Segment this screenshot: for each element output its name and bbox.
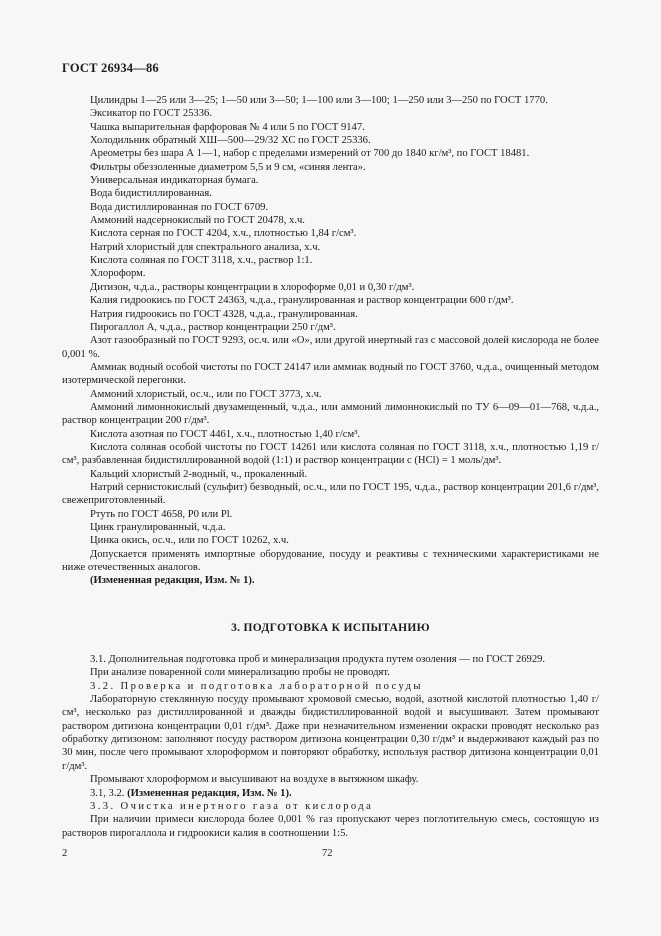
- paragraph-3-1-note: При анализе поваренной соли минерализацию пробы не проводят.: [90, 667, 390, 679]
- list-item: Аммиак водный особой чистоты по ГОСТ 24147 или аммиак водный по ГОСТ 3760, ч.д.а., очищенный методом изотермической перегонки.: [62, 361, 599, 387]
- list-item: Вода дистиллированная по ГОСТ 6709.: [90, 201, 269, 213]
- reagent-list: [62, 334, 599, 588]
- subsection-title-3-2: 3.2. Проверка и подготовка лабораторной посуды: [90, 680, 423, 692]
- list-item: Дитизон, ч.д.а., растворы концентрации в хлороформе 0,01 и 0,30 г/дм³.: [90, 281, 415, 293]
- list-item: Допускается применять импортные оборудование, посуду и реактивы с техническими характеристиками не ниже отечественных аналогов.: [62, 548, 599, 574]
- list-item: Азот газообразный по ГОСТ 9293, ос.ч. или «О», или другой инертный газ с массовой долей кислорода не более 0,001 %.: [62, 335, 599, 360]
- amendment-note: (Измененная редакция, Изм. № 1).: [90, 575, 255, 587]
- list-item: Натрия гидроокись по ГОСТ 4328, ч.д.а., гранулированная.: [90, 308, 358, 320]
- list-item: Чашка выпарительная фарфоровая № 4 или 5 по ГОСТ 9147.: [90, 121, 365, 133]
- list-item: Вода бидистиллированная.: [90, 188, 212, 200]
- paragraph-3-2: Лабораторную стеклянную посуду промывают хромовой смесью, водой, азотной кислотой плотностью 1,40 г/см³, несколько раз дистиллированной и дважды бидистиллированной водой и высушивают. Затем промывают раствором дитизона концентрации 0,01 г/дм³. Даже при незначительном изменении окраски проводят несколько раз обработку дитизоном: заполняют посуду раствором дитизона концентрации 0,30 г/дм³ и выдерживают каждый раз по 30 мин, после чего промывают хлороформом и повторяют обработку, используя раствор дитизона концентрации 0,01 г/дм³.: [62, 694, 599, 772]
- list-item: Цилиндры 1—25 или 3—25; 1—50 или 3—50; 1—100 или 3—100; 1—250 или 3—250 по ГОСТ 1770.: [90, 95, 548, 106]
- list-item: Кислота азотная по ГОСТ 4461, х.ч., плотностью 1,40 г/см³.: [90, 428, 361, 440]
- amendment-note-prefix: 3.1, 3.2.: [90, 787, 128, 799]
- page-number: 72: [322, 848, 333, 859]
- list-item: Натрий сернистокислый (сульфит) безводный, ос.ч., или по ГОСТ 195, ч.д.а., раствор концентрации 201,6 г/дм³, свежеприготовленный.: [62, 481, 599, 507]
- list-item: Кальций хлористый 2-водный, ч., прокаленный.: [90, 468, 308, 480]
- list-item: Кислота серная по ГОСТ 4204, х.ч., плотностью 1,84 г/см³.: [90, 228, 357, 240]
- list-item: Натрий хлористый для спектрального анализа, х.ч.: [90, 241, 321, 253]
- list-item: Ареометры без шара А 1—1, набор с пределами измерений от 700 до 1840 кг/м³, по ГОСТ 18481.: [90, 148, 530, 160]
- list-item: Аммоний лимоннокислый двузамещенный, ч.д.а., или аммоний лимоннокислый по ТУ 6—09—01—768, ч.д.а., раствор концентрации 200 г/дм³.: [62, 401, 599, 427]
- list-item: Холодильник обратный ХШ—500—29/32 ХС по ГОСТ 25336.: [90, 135, 371, 147]
- document-body: [62, 94, 599, 840]
- list-item: Калия гидроокись по ГОСТ 24363, ч.д.а., гранулированная и раствор концентрации 600 г/дм³.: [90, 295, 514, 307]
- list-item: Фильтры обеззоленные диаметром 5,5 и 9 см, «синяя лента».: [90, 161, 366, 173]
- paragraph-3-1: 3.1. Дополнительная подготовка проб и минерализация продукта путем озоления — по ГОСТ 26929.: [90, 654, 546, 666]
- equipment-list: [62, 94, 599, 334]
- list-item: Аммоний надсернокислый по ГОСТ 20478, х.ч.: [90, 215, 305, 227]
- amendment-note-3: [62, 787, 599, 800]
- list-item: Пирогаллол А, ч.д.а., раствор концентрации 250 г/дм³.: [90, 321, 336, 333]
- subsection-title-3-3: 3.3. Очистка инертного газа от кислорода: [90, 800, 374, 812]
- amendment-note-text: (Измененная редакция, Изм. № 1).: [127, 787, 292, 799]
- list-item: Универсальная индикаторная бумага.: [90, 175, 259, 187]
- list-item: Цинк гранулированный, ч.д.а.: [90, 522, 226, 533]
- list-item: Цинка окись, ос.ч., или по ГОСТ 10262, х.ч.: [90, 535, 289, 547]
- list-item: Кислота соляная особой чистоты по ГОСТ 14261 или кислота соляная по ГОСТ 3118, х.ч., плотностью 1,19 г/см³, разбавленная бидистиллированной водой (1:1) и раствор концентрации c (HCl) = 1 моль/дм³.: [62, 441, 599, 467]
- paragraph-3-3: При наличии примеси кислорода более 0,001 % газ пропускают через поглотительную смесь, состоящую из растворов пирогаллола и гидроокиси калия в соотношении 1:5.: [62, 814, 599, 839]
- page-header: ГОСТ 26934—86: [62, 61, 159, 75]
- list-item: Аммоний хлористый, ос.ч., или по ГОСТ 3773, х.ч.: [90, 388, 322, 400]
- list-item: Ртуть по ГОСТ 4658, Р0 или Pl.: [90, 508, 233, 520]
- list-item: Хлороформ.: [90, 268, 146, 280]
- list-item: Эксикатор по ГОСТ 25336.: [90, 108, 212, 120]
- paragraph-3-2-dry: Промывают хлороформом и высушивают на воздухе в вытяжном шкафу.: [90, 774, 419, 786]
- list-item: Кислота соляная по ГОСТ 3118, х.ч., раствор 1:1.: [90, 255, 313, 267]
- section-title: 3. ПОДГОТОВКА К ИСПЫТАНИЮ: [231, 621, 430, 634]
- footer-left-number: 2: [62, 848, 68, 859]
